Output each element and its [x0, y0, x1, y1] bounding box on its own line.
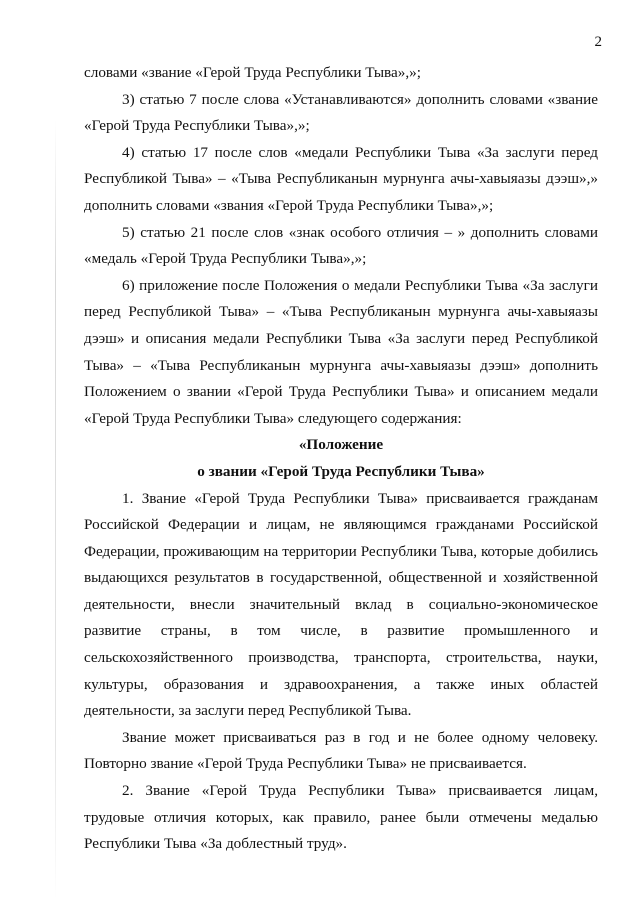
paragraph-item-5: 5) статью 21 после слов «знак особого отличия – » дополнить словами «медаль «Герой Труда Республики Тыва»,»;	[84, 223, 598, 268]
page-number: 2	[594, 34, 602, 50]
paragraph-continuation: словами «звание «Герой Труда Республики Тыва»,»;	[84, 64, 421, 81]
paragraph-item-4: 4) статью 17 после слов «медали Республики Тыва «За заслуги перед Республикой Тыва» – «Тыва Республиканын мурнунга ачы-хавыяазы дээш»,» дополнить словами «звания «Герой Труда Республики Тыва»,»;	[84, 143, 598, 214]
document-body	[84, 60, 598, 858]
clause-2: 2. Звание «Герой Труда Республики Тыва» присваивается лицам, трудовые отличия которых, как правило, ранее были отмечены медалью Республики Тыва «За доблестный труд».	[84, 782, 598, 853]
paragraph-item-3: 3) статью 7 после слова «Устанавливаются» дополнить словами «звание «Герой Труда Республики Тыва»,»;	[84, 90, 598, 135]
scan-edge-line	[55, 120, 56, 900]
clause-1: 1. Звание «Герой Труда Республики Тыва» присваивается гражданам Российской Федерации и лицам, не являющимся гражданами Российской Федерации, проживающим на территории Республики Тыва, которые добились выдающихся результатов в государственной, общественной и хозяйственной деятельности, внесли значительный вклад в социально-экономическое развитие страны, в том числе, в развитие промышленного и сельскохозяйственного производства, транспорта, строительства, науки, культуры, образования и здравоохранения, а также иных областей деятельности, за заслуги перед Республикой Тыва.	[84, 489, 598, 720]
section-heading: «Положение	[298, 436, 384, 454]
clause-1-note: Звание может присваиваться раз в год и не более одному человеку. Повторно звание «Герой Труда Республики Тыва» не присваивается.	[84, 728, 598, 773]
paragraph-item-6: 6) приложение после Положения о медали Республики Тыва «За заслуги перед Республикой Тыва» – «Тыва Республиканын мурнунга ачы-хавыяазы дээш» и описания медали Республики Тыва «За заслуги перед Республикой Тыва» – «Тыва Республиканын мурнунга ачы-хавыяазы дээш» дополнить Положением о звании «Герой Труда Республики Тыва» и описанием медали «Герой Труда Республики Тыва» следующего содержания:	[84, 276, 598, 427]
section-subheading: о звании «Герой Труда Республики Тыва»	[197, 462, 485, 480]
